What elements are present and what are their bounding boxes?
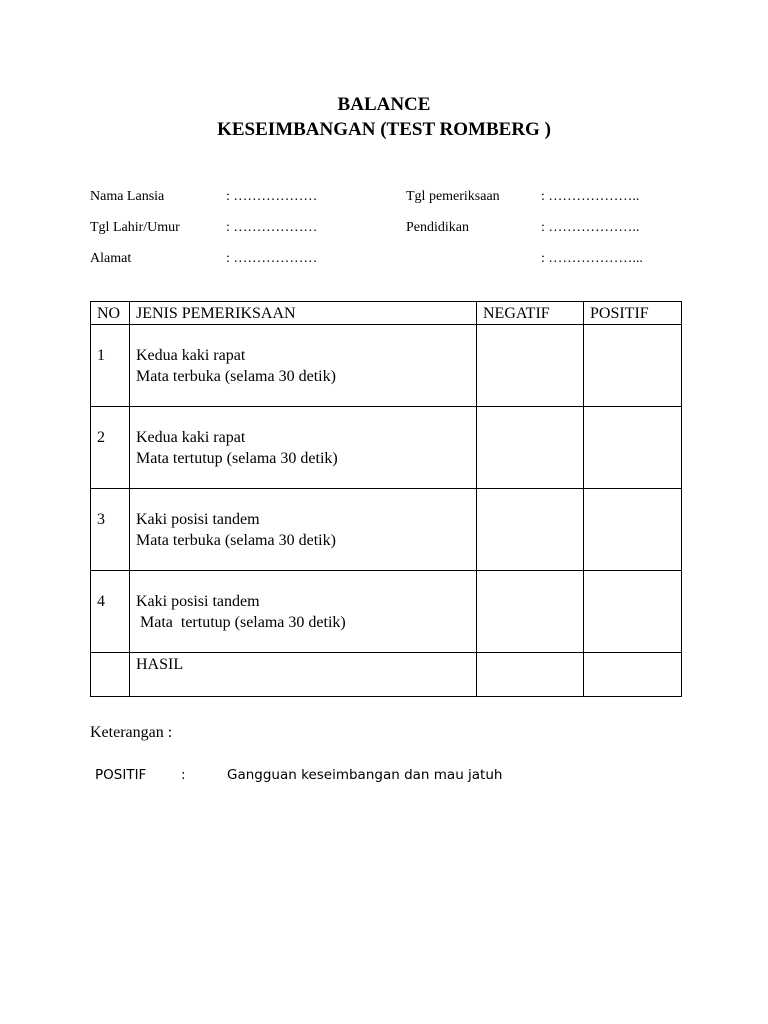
table-header-row [91, 302, 682, 325]
row-no: 4 [91, 571, 130, 653]
header-jenis: JENIS PEMERIKSAAN [130, 302, 477, 325]
row-line2: Mata tertutup (selama 30 detik) [136, 614, 346, 631]
row-no: 3 [91, 489, 130, 571]
hasil-positif-cell[interactable] [584, 653, 682, 697]
header-positif: POSITIF [584, 302, 682, 325]
table-row [91, 407, 682, 489]
alamat-value: : ……………… [226, 251, 318, 266]
row-line1: Kedua kaki rapat [136, 429, 246, 446]
row-line1: Kaki posisi tandem [136, 511, 260, 528]
row-line2: Mata terbuka (selama 30 detik) [136, 532, 336, 549]
hasil-label-cell [130, 653, 477, 697]
header-no: NO [91, 302, 130, 325]
tgl-pemeriksaan-label: Tgl pemeriksaan [406, 189, 500, 204]
row-negatif-cell[interactable] [477, 489, 584, 571]
document-title: BALANCE [337, 94, 431, 115]
row-negatif-cell[interactable] [477, 571, 584, 653]
nama-lansia-label: Nama Lansia [90, 189, 165, 204]
legend-colon: : [181, 767, 186, 783]
row-line1: Kaki posisi tandem [136, 593, 260, 610]
row-positif-cell[interactable] [584, 407, 682, 489]
tgl-lahir-value: : ……………… [226, 220, 318, 235]
row-positif-cell[interactable] [584, 325, 682, 407]
header-negatif: NEGATIF [477, 302, 584, 325]
keterangan-label: Keterangan : [90, 724, 173, 741]
row-no: 1 [91, 325, 130, 407]
row-line1: Kedua kaki rapat [136, 347, 246, 364]
row-jenis [130, 325, 477, 407]
row-jenis [130, 489, 477, 571]
row-no: 2 [91, 407, 130, 489]
document-subtitle: KESEIMBANGAN (TEST ROMBERG ) [217, 119, 551, 140]
row-jenis [130, 571, 477, 653]
legend-text: Gangguan keseimbangan dan mau jatuh [227, 767, 503, 783]
row-negatif-cell[interactable] [477, 325, 584, 407]
pendidikan-value: : ……………….. [541, 220, 640, 235]
hasil-row [91, 653, 682, 697]
tgl-pemeriksaan-value: : ……………….. [541, 189, 640, 204]
table-row [91, 571, 682, 653]
pendidikan-label: Pendidikan [406, 220, 469, 235]
romberg-table [90, 301, 682, 697]
table-row [91, 325, 682, 407]
row-positif-cell[interactable] [584, 489, 682, 571]
row-jenis [130, 407, 477, 489]
hasil-label: HASIL [136, 656, 184, 673]
legend-term: POSITIF [95, 767, 147, 783]
row-line2: Mata tertutup (selama 30 detik) [136, 450, 338, 467]
row-positif-cell[interactable] [584, 571, 682, 653]
alamat-label: Alamat [90, 251, 132, 266]
tgl-lahir-label: Tgl Lahir/Umur [90, 220, 180, 235]
hasil-no-cell [91, 653, 130, 697]
row-line2: Mata terbuka (selama 30 detik) [136, 368, 336, 385]
row-negatif-cell[interactable] [477, 407, 584, 489]
hasil-negatif-cell[interactable] [477, 653, 584, 697]
table-row [91, 489, 682, 571]
extra-value: : ………………... [541, 251, 643, 266]
nama-lansia-value: : ……………… [226, 189, 318, 204]
